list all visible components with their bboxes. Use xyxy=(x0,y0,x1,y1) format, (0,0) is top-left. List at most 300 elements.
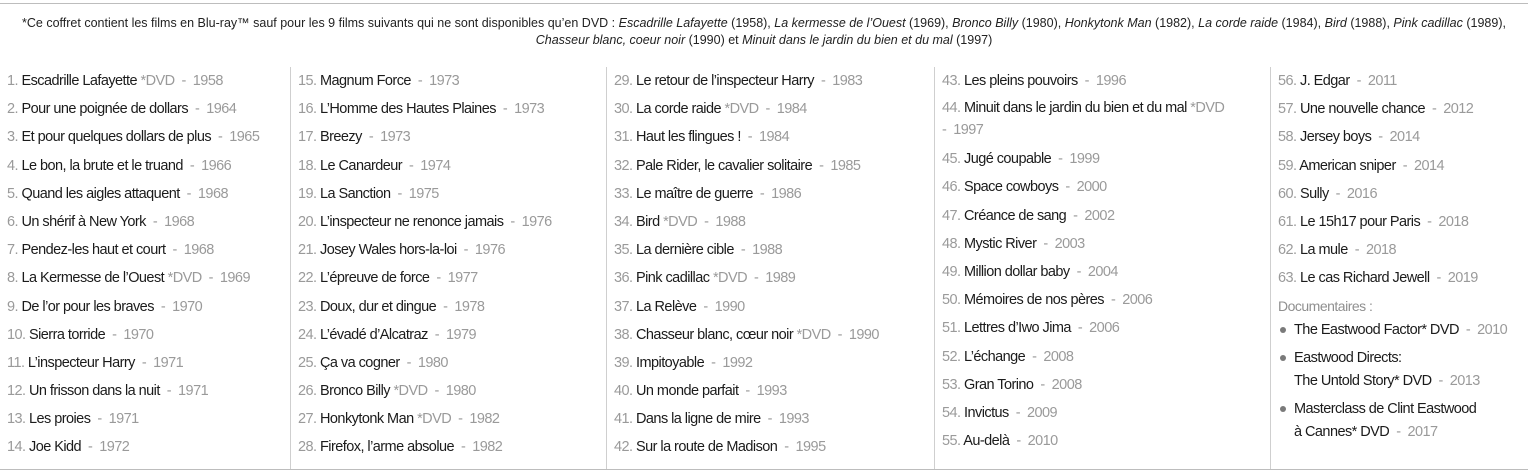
film-number: 2. xyxy=(7,101,18,118)
separator: - xyxy=(819,157,824,174)
film-year: 1966 xyxy=(201,157,232,174)
separator: - xyxy=(820,73,826,89)
dvd-marker: *DVD xyxy=(796,326,831,343)
separator: - xyxy=(1015,404,1021,421)
film-number: 8. xyxy=(7,270,18,287)
film-title: Et pour quelques dollars de plus xyxy=(21,129,212,146)
documentary-year: 2013 xyxy=(1449,372,1480,389)
dvd-marker: *DVD xyxy=(393,383,428,400)
footnote-title: La kermesse de l’Ouest xyxy=(774,16,906,30)
film-title: Pour une poignée de dollars xyxy=(21,101,189,118)
separator: - xyxy=(152,213,158,230)
film-number: 33. xyxy=(614,185,633,202)
separator: - xyxy=(1465,321,1471,338)
film-entry xyxy=(298,349,606,377)
film-number: 54. xyxy=(942,404,961,421)
film-number: 17. xyxy=(298,129,317,146)
separator: - xyxy=(784,439,789,456)
footnote-year: (1958), xyxy=(727,16,775,30)
film-year: 2009 xyxy=(1026,404,1058,421)
film-entry xyxy=(7,433,290,461)
film-year: 1965 xyxy=(229,129,260,146)
separator: - xyxy=(1356,73,1361,89)
film-title: Jersey boys xyxy=(1300,129,1372,146)
separator: - xyxy=(1084,73,1089,89)
separator: - xyxy=(463,242,468,259)
film-entry xyxy=(942,286,1270,314)
film-entry xyxy=(1278,95,1528,123)
film-entry xyxy=(614,293,934,321)
film-number: 28. xyxy=(298,439,317,456)
film-title: Pink cadillac xyxy=(636,270,710,287)
separator: - xyxy=(97,411,102,428)
film-number: 48. xyxy=(942,235,961,252)
dvd-marker: *DVD xyxy=(167,270,202,287)
film-column-3 xyxy=(606,67,934,470)
separator: - xyxy=(166,383,172,400)
film-title: Le bon, la brute et le truand xyxy=(21,157,183,174)
separator: - xyxy=(406,354,411,371)
footnote-title: Minuit dans le jardin du bien et du mal xyxy=(742,33,953,47)
film-title: Un shérif à New York xyxy=(21,213,146,230)
film-number: 22. xyxy=(298,270,317,287)
film-title: Lettres d’Iwo Jima xyxy=(964,320,1071,337)
film-number: 37. xyxy=(614,298,633,315)
film-title: Créance de sang xyxy=(964,207,1067,224)
film-year: 1989 xyxy=(765,270,796,287)
dvd-marker: *DVD xyxy=(417,411,452,428)
film-entry xyxy=(298,123,606,151)
film-number: 59. xyxy=(1278,157,1297,174)
film-number: 52. xyxy=(942,348,961,365)
film-title: Sur la route de Madison xyxy=(636,439,778,456)
film-title: L’évadé d’Alcatraz xyxy=(320,326,428,343)
film-year: 1986 xyxy=(771,185,802,202)
film-year: 1982 xyxy=(469,411,500,428)
film-year: 2010 xyxy=(1027,433,1058,450)
film-entry xyxy=(7,405,290,433)
film-entry xyxy=(1278,123,1528,151)
film-entry xyxy=(942,67,1270,95)
separator: - xyxy=(181,73,186,89)
separator: - xyxy=(172,242,177,259)
film-number: 38. xyxy=(614,326,633,343)
footnote-title: La corde raide xyxy=(1198,16,1279,30)
film-number: 39. xyxy=(614,354,633,371)
separator: - xyxy=(461,439,466,456)
film-entry xyxy=(942,371,1270,399)
film-entry xyxy=(7,293,290,321)
documentary-entry xyxy=(1278,319,1528,342)
film-year: 1996 xyxy=(1095,73,1126,89)
footnote-year: (1990) et xyxy=(685,33,743,47)
film-entry xyxy=(614,433,934,461)
film-title: La Sanction xyxy=(320,185,391,202)
film-title: Quand les aigles attaquent xyxy=(21,185,180,202)
separator: - xyxy=(1065,179,1070,196)
film-title: Invictus xyxy=(964,404,1009,421)
film-entry xyxy=(614,180,934,208)
film-year: 1973 xyxy=(380,129,411,146)
separator: - xyxy=(767,411,772,428)
documentary-title: Masterclass de Clint Eastwood xyxy=(1294,401,1477,417)
film-title: Bird xyxy=(636,213,660,230)
separator: - xyxy=(1378,129,1383,146)
film-title: Un monde parfait xyxy=(636,383,739,400)
film-year: 2000 xyxy=(1076,179,1107,196)
film-number: 45. xyxy=(942,151,961,168)
film-number: 62. xyxy=(1278,242,1297,259)
dvd-marker: *DVD xyxy=(140,73,175,89)
film-column-2 xyxy=(290,67,606,470)
film-year: 2019 xyxy=(1447,270,1478,287)
film-year: 1983 xyxy=(832,73,863,89)
film-year: 1968 xyxy=(164,213,195,230)
film-title: La dernière cible xyxy=(636,242,734,259)
film-number: 13. xyxy=(7,411,26,428)
film-number: 35. xyxy=(614,242,633,259)
film-title: Bronco Billy xyxy=(320,383,390,400)
film-number: 21. xyxy=(298,242,317,259)
film-year: 1993 xyxy=(778,411,809,428)
film-title: Le cas Richard Jewell xyxy=(1300,270,1430,287)
separator: - xyxy=(1077,320,1083,337)
footnote-year: (1984), xyxy=(1278,16,1325,30)
film-number: 14. xyxy=(7,439,26,456)
film-entry xyxy=(614,405,934,433)
separator: - xyxy=(747,129,753,146)
separator: - xyxy=(1354,242,1359,259)
film-title: Impitoyable xyxy=(636,354,705,371)
film-entry xyxy=(942,202,1270,230)
footnote-year: (1969), xyxy=(905,16,953,30)
film-year: 1978 xyxy=(454,298,485,315)
bullet-icon xyxy=(1280,406,1286,412)
film-number: 20. xyxy=(298,213,317,230)
film-title: Minuit dans le jardin du bien et du mal xyxy=(964,100,1187,117)
footnote-intro: *Ce coffret contient les films en Blu-ray™ sauf pour les 9 films suivants qui ne sont disponibles qu’en DVD : xyxy=(22,16,619,30)
film-year: 1990 xyxy=(714,298,745,315)
film-number: 27. xyxy=(298,411,317,428)
film-entry xyxy=(298,152,606,180)
film-year: 1976 xyxy=(521,213,552,230)
film-year: 1971 xyxy=(178,383,209,400)
footnote-title: Chasseur blanc, coeur noir xyxy=(535,33,686,47)
separator: - xyxy=(1402,157,1407,174)
film-year: 2006 xyxy=(1089,320,1120,337)
film-year: 1970 xyxy=(123,326,154,343)
dvd-footnote xyxy=(10,15,1518,49)
dvd-marker: *DVD xyxy=(712,270,747,287)
film-number: 42. xyxy=(614,439,633,456)
film-title: Le 15h17 pour Paris xyxy=(1300,213,1421,230)
film-year: 1968 xyxy=(183,242,214,259)
separator: - xyxy=(160,298,166,315)
separator: - xyxy=(434,326,440,343)
film-number: 32. xyxy=(614,157,633,174)
separator: - xyxy=(1438,372,1443,389)
film-entry xyxy=(614,208,934,236)
film-title: Les pleins pouvoirs xyxy=(964,73,1078,89)
film-entry xyxy=(1278,152,1528,180)
separator: - xyxy=(753,270,759,287)
separator: - xyxy=(1427,213,1432,230)
film-number: 34. xyxy=(614,213,633,230)
film-number: 55. xyxy=(942,433,961,450)
separator: - xyxy=(368,129,374,146)
film-title: Mémoires de nos pères xyxy=(964,292,1104,309)
film-year: 2012 xyxy=(1443,101,1474,118)
separator: - xyxy=(740,242,746,259)
film-entry xyxy=(942,173,1270,201)
film-year: 1958 xyxy=(192,73,223,89)
film-entry xyxy=(614,123,934,151)
film-entry xyxy=(298,264,606,292)
film-entry xyxy=(298,405,606,433)
film-year: 2018 xyxy=(1438,213,1469,230)
film-year: 1971 xyxy=(108,411,139,428)
film-title: L’épreuve de force xyxy=(320,270,430,287)
film-year: 1993 xyxy=(756,383,787,400)
film-number: 53. xyxy=(942,376,961,393)
film-year: 1999 xyxy=(1069,151,1100,168)
film-title: J. Edgar xyxy=(1300,73,1350,89)
dvd-marker: *DVD xyxy=(1190,100,1225,117)
separator: - xyxy=(1076,263,1081,280)
film-number: 24. xyxy=(298,326,317,343)
film-title: Pale Rider, le cavalier solitaire xyxy=(636,157,813,174)
separator: - xyxy=(1335,185,1340,202)
film-entry xyxy=(614,67,934,95)
film-number: 6. xyxy=(7,213,18,230)
bottom-divider xyxy=(0,469,1528,470)
film-number: 47. xyxy=(942,207,961,224)
film-title: Magnum Force xyxy=(320,73,411,89)
separator: - xyxy=(458,411,463,428)
film-number: 44. xyxy=(942,100,961,117)
film-number: 15. xyxy=(298,73,317,89)
film-number: 26. xyxy=(298,383,317,400)
film-entry xyxy=(942,343,1270,371)
top-divider xyxy=(0,3,1528,4)
film-title: La mule xyxy=(1300,242,1348,259)
film-year: 1964 xyxy=(206,101,237,118)
film-number: 56. xyxy=(1278,73,1297,89)
film-title: La Kermesse de l’Ouest xyxy=(21,270,165,287)
film-number: 4. xyxy=(7,157,18,174)
dvd-marker: *DVD xyxy=(663,213,698,230)
separator: - xyxy=(1040,376,1045,393)
film-entry xyxy=(7,180,290,208)
film-title: La Relève xyxy=(636,298,697,315)
film-title: Une nouvelle chance xyxy=(1300,101,1425,118)
documentary-title-cont: à Cannes* DVD xyxy=(1294,423,1390,440)
film-number: 41. xyxy=(614,411,633,428)
film-entry xyxy=(942,314,1270,342)
film-column-5 xyxy=(1270,67,1528,470)
dvd-marker: *DVD xyxy=(724,101,759,118)
film-entry xyxy=(7,264,290,292)
film-year: 1990 xyxy=(848,326,879,343)
footnote-year: (1982), xyxy=(1151,16,1199,30)
film-entry xyxy=(298,236,606,264)
separator: - xyxy=(1032,348,1037,365)
film-entry xyxy=(614,236,934,264)
film-entry xyxy=(7,123,290,151)
film-entry xyxy=(1278,236,1528,264)
film-year: 2002 xyxy=(1084,207,1115,224)
film-entry xyxy=(298,95,606,123)
film-title: Doux, dur et dingue xyxy=(320,298,437,315)
film-year: 1997 xyxy=(953,122,984,139)
film-title: Haut les flingues ! xyxy=(636,129,741,146)
separator: - xyxy=(1396,423,1401,440)
film-number: 10. xyxy=(7,326,26,343)
footnote-year: (1997) xyxy=(952,33,993,47)
film-year: 1984 xyxy=(776,101,807,118)
separator: - xyxy=(711,354,716,371)
footnote-title: Escadrille Lafayette xyxy=(618,16,728,30)
film-year: 2014 xyxy=(1389,129,1420,146)
film-title: Gran Torino xyxy=(964,376,1034,393)
film-number: 1. xyxy=(7,73,18,89)
film-number: 3. xyxy=(7,129,18,146)
film-year: 1988 xyxy=(752,242,783,259)
film-number: 9. xyxy=(7,298,18,315)
film-number: 58. xyxy=(1278,129,1297,146)
film-entry xyxy=(614,95,934,123)
film-year: 1992 xyxy=(722,354,753,371)
film-entry xyxy=(7,208,290,236)
film-entry xyxy=(298,67,606,95)
documentary-entry xyxy=(1278,347,1528,392)
separator: - xyxy=(443,298,448,315)
separator: - xyxy=(1110,292,1116,309)
film-entry xyxy=(7,377,290,405)
film-number: 25. xyxy=(298,354,317,371)
film-entry xyxy=(614,349,934,377)
film-number: 31. xyxy=(614,129,633,146)
film-entry xyxy=(614,264,934,292)
film-year: 1968 xyxy=(197,185,228,202)
documentary-title: Eastwood Directs: xyxy=(1294,350,1402,366)
film-entry xyxy=(7,349,290,377)
film-year: 2008 xyxy=(1051,376,1082,393)
film-entry xyxy=(1278,264,1528,292)
footnote-title: Honkytonk Man xyxy=(1064,16,1152,30)
film-title: Le Canardeur xyxy=(320,157,403,174)
film-entry xyxy=(614,152,934,180)
film-number: 61. xyxy=(1278,213,1297,230)
film-title: L’inspecteur Harry xyxy=(27,354,135,371)
film-year: 2004 xyxy=(1087,263,1118,280)
film-number: 11. xyxy=(7,354,25,371)
film-entry xyxy=(1278,180,1528,208)
footnote-year: (1988), xyxy=(1346,16,1394,30)
documentaries-heading: Documentaires : xyxy=(1278,297,1373,314)
film-number: 50. xyxy=(942,292,961,309)
film-title: Pendez-les haut et court xyxy=(21,242,166,259)
film-title: Joe Kidd xyxy=(29,439,82,456)
film-year: 1985 xyxy=(830,157,861,174)
film-title: Million dollar baby xyxy=(964,263,1070,280)
separator: - xyxy=(409,157,414,174)
film-number: 36. xyxy=(614,270,633,287)
film-title: La corde raide xyxy=(636,101,721,118)
film-year: 2006 xyxy=(1122,292,1153,309)
film-entry xyxy=(942,427,1270,455)
separator: - xyxy=(1073,207,1078,224)
film-title: Sierra torride xyxy=(29,326,106,343)
film-year: 2003 xyxy=(1054,235,1085,252)
film-entry xyxy=(942,258,1270,286)
film-entry xyxy=(7,67,290,95)
film-entry xyxy=(614,321,934,349)
separator: - xyxy=(703,298,708,315)
film-year: 1984 xyxy=(759,129,790,146)
film-title: Space cowboys xyxy=(964,179,1059,196)
separator: - xyxy=(502,101,508,118)
film-number: 16. xyxy=(298,101,317,118)
film-year: 1974 xyxy=(420,157,451,174)
film-entry xyxy=(942,399,1270,427)
film-number: 40. xyxy=(614,383,633,400)
film-title: De l’or pour les braves xyxy=(21,298,154,315)
film-year: 1980 xyxy=(417,354,448,371)
separator: - xyxy=(88,439,93,456)
film-year: 1971 xyxy=(153,354,184,371)
documentary-entry xyxy=(1278,398,1528,443)
documentary-year: 2010 xyxy=(1477,321,1508,338)
film-entry xyxy=(7,152,290,180)
film-number: 30. xyxy=(614,101,633,118)
separator: - xyxy=(208,270,213,287)
film-number: 12. xyxy=(7,383,26,400)
film-entry xyxy=(7,236,290,264)
film-year: 1979 xyxy=(446,326,477,343)
film-number: 49. xyxy=(942,263,961,280)
separator: - xyxy=(942,122,947,139)
film-title: Breezy xyxy=(320,129,362,146)
film-number: 7. xyxy=(7,242,18,259)
separator: - xyxy=(417,73,423,89)
footnote-title: Bronco Billy xyxy=(952,16,1019,30)
film-list xyxy=(1278,67,1528,293)
film-title: Sully xyxy=(1300,185,1329,202)
film-year: 1976 xyxy=(474,242,505,259)
separator: - xyxy=(218,129,223,146)
separator: - xyxy=(1016,433,1021,450)
film-entry xyxy=(298,433,606,461)
film-number: 19. xyxy=(298,185,317,202)
film-number: 18. xyxy=(298,157,317,174)
film-title: Dans la ligne de mire xyxy=(636,411,761,428)
separator: - xyxy=(397,185,402,202)
film-title: Un frisson dans la nuit xyxy=(29,383,160,400)
separator: - xyxy=(1431,101,1437,118)
film-title: Firefox, l’arme absolue xyxy=(320,439,455,456)
separator: - xyxy=(112,326,117,343)
documentary-title-cont: The Untold Story* DVD xyxy=(1294,372,1432,389)
film-title: Escadrille Lafayette xyxy=(21,73,138,89)
footnote-title: Bird xyxy=(1324,16,1347,30)
film-year: 2008 xyxy=(1043,348,1074,365)
bullet-icon xyxy=(1280,327,1286,333)
film-year: 1972 xyxy=(99,439,130,456)
film-year: 1973 xyxy=(429,73,460,89)
film-title: Mystic River xyxy=(964,235,1037,252)
separator: - xyxy=(765,101,770,118)
